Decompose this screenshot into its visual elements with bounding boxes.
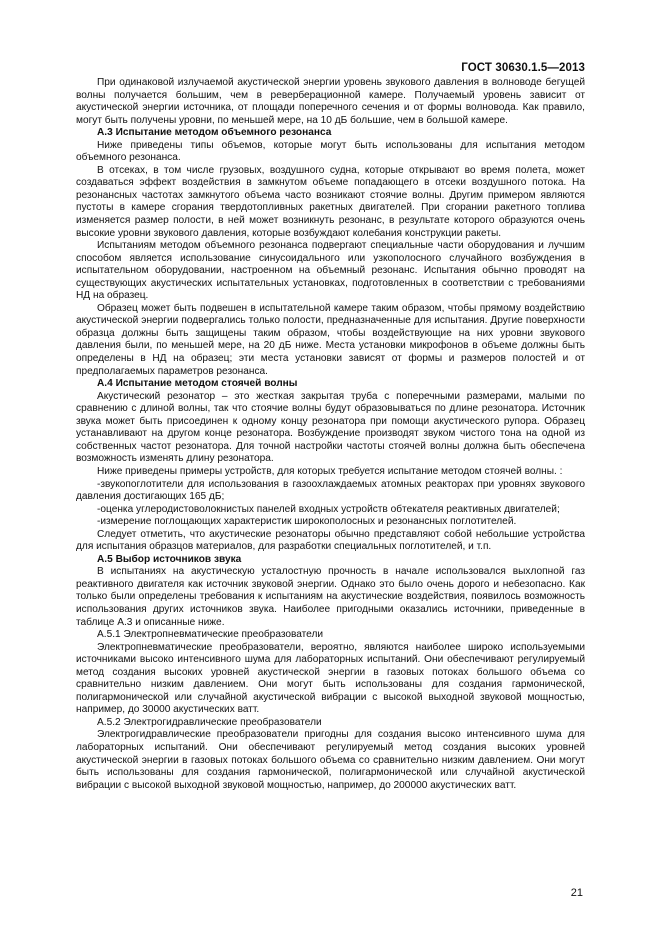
- subsection-heading-a51: А.5.1 Электропневматические преобразователи: [97, 629, 324, 641]
- paragraph: Акустический резонатор – это жесткая закрытая труба с поперечными размерами, малыми по сравнению с длиной волны, так что стоячие волны будут образовываться по длине резонатора. Источник звука может быть присоединен к одному концу резонатора при помощи акустического рупора. Образец устанавливают на другом конце резонатора. Возбуждение производят звуком чистого тона на одной из собственных частот резонатора. Для точной настройки частоты стоячей волны должна быть обеспечена возможность изменять длину резонатора.: [76, 390, 585, 465]
- list-item: [76, 516, 585, 529]
- paragraph: Образец может быть подвешен в испытательной камере таким образом, чтобы прямому воздействию акустической энергии подвергались только полости, предназначенные для испытания. Другие поверхности образца должны быть защищены таким образом, чтобы воздействующие на них уровни звукового давления были, по меньшей мере, на 20 дБ ниже. Места установки микрофонов в объеме должны быть определены в НД на образец; эти места установки зависят от формы и размеров полостей и от предполагаемых параметров резонанса.: [76, 302, 585, 377]
- paragraph: Следует отметить, что акустические резонаторы обычно представляют собой небольшие устройства для испытания образцов материалов, для разработки специальных поглотителей, и т.п.: [76, 528, 585, 553]
- list-dash: -: [97, 478, 101, 490]
- section-heading-a4: А.4 Испытание методом стоячей волны: [97, 378, 298, 390]
- list-item: [76, 504, 585, 517]
- paragraph: В испытаниях на акустическую усталостную прочность в начале использовался выхлопной газ реактивного двигателя как источник звуковой энергии. Однако это было очень дорого и небезопасно. Как только были определены требования к испытаниям на акустические воздействия, появилось возможность использования других источников звука. Наиболее пригодными оказались источники, приведенные в таблице А.3 и описанные ниже.: [76, 566, 585, 628]
- list-dash: -: [97, 516, 101, 528]
- section-heading-a3: А.3 Испытание методом объемного резонанса: [97, 127, 332, 139]
- list-item-text: звукопоглотители для использования в газоохлаждаемых атомных реакторах при уровнях звукового давления достигающих 165 дБ;: [76, 478, 585, 503]
- paragraph: В отсеках, в том числе грузовых, воздушного судна, которые открывают во время полета, может создаваться эффект воздействия в замкнутом объеме попадающего в отсеки воздушного потока. На резонансных частотах замкнутого объема часто возникают стоячие волны. Другим примером являются пустоты в камере сгорания твердотопливных ракетных двигателей. При сгорании ракетного топлива изменяется размер полости, в ней может возникнуть резонанс, в результате которого образуются очень высокие уровни звукового давления, которые возбуждают колебания конструкции ракеты.: [76, 164, 585, 239]
- document-body: [76, 77, 585, 792]
- list-item: [76, 479, 585, 504]
- paragraph: Ниже приведены типы объемов, которые могут быть использованы для испытания методом объемного резонанса.: [76, 139, 585, 164]
- paragraph: Ниже приведены примеры устройств, для которых требуется испытание методом стоячей волны. :: [97, 465, 563, 477]
- section-heading-a5: А.5 Выбор источников звука: [97, 553, 242, 565]
- page-number: 21: [570, 887, 583, 899]
- paragraph: Электрогидравлические преобразователи пригодны для создания высоко интенсивного шума для лабораторных испытаний. Они обеспечивают регулируемый метод создания высоких уровней акустической энергии в газовых потоках большого объема со сравнительно низким давлением. Они могут быть использованы для создания гармонической, полигармонической или случайной акустической вибрации с высокой выходной звуковой мощностью, например, до 200000 акустических ватт.: [76, 729, 585, 791]
- subsection-heading-a52: А.5.2 Электрогидравлические преобразователи: [97, 716, 322, 728]
- list-item-text: измерение поглощающих характеристик широкополосных и резонансных поглотителей.: [100, 516, 517, 528]
- list-item-text: оценка углеродистоволокнистых панелей входных устройств обтекателя реактивных двигателей;: [100, 503, 560, 515]
- paragraph: При одинаковой излучаемой акустической энергии уровень звукового давления в волноводе бегущей волны получается большим, чем в реверберационной камере. Получаемый уровень зависит от акустической энергии источника, от площади поперечного сечения и от формы волновода. Как правило, могут быть получены уровни, по меньшей мере, на 10 дБ большие, чем в большой камере.: [76, 77, 585, 126]
- paragraph: Электропневматические преобразователи, вероятно, являются наиболее широко используемыми источниками высоко интенсивного шума для лабораторных испытаний. Они обеспечивают регулируемый метод создания высоких уровней акустической энергии в газовых потоках большого объема со сравнительно низким давлением. Они могут быть использованы для создания гармонической, полигармонической или случайной акустической вибрации с высокой выходной звуковой мощностью, например, до 30000 акустических ватт.: [76, 641, 585, 716]
- paragraph: Испытаниям методом объемного резонанса подвергают специальные части оборудования и лучшим способом является использование синусоидального или узкополосного случайного возбуждения в испытательном оборудовании, настроенном на объемный резонанс. Испытания обычно проводят на существующих акустических испытательных установках, подготовленных в соответствии с требованиями НД на образец.: [76, 240, 585, 302]
- list-dash: -: [97, 503, 101, 515]
- standard-header: ГОСТ 30630.1.5—2013: [461, 62, 585, 74]
